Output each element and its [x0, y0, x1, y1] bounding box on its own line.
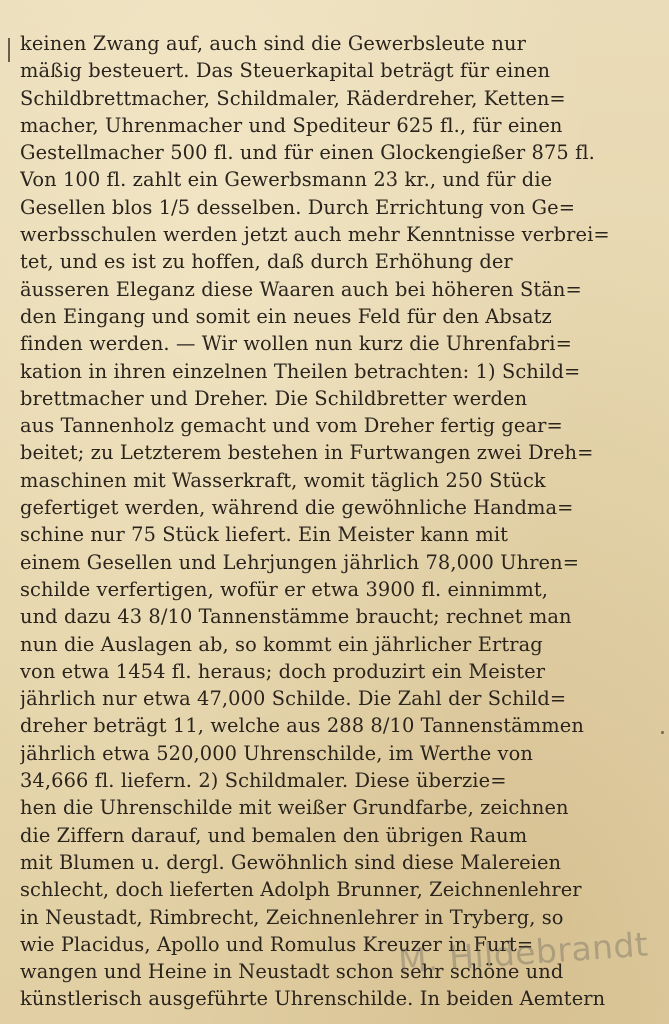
- text-line: 34,666 fl. liefern. 2) Schildmaler. Diese überzie=: [20, 769, 507, 793]
- text-line: aus Tannenholz gemacht und vom Dreher fertig gear=: [20, 414, 563, 438]
- text-line: die Ziffern darauf, und bemalen den übrigen Raum: [20, 823, 528, 847]
- text-line: werbsschulen werden jetzt auch mehr Kenntnisse verbrei=: [20, 223, 610, 247]
- text-line: keinen Zwang auf, auch sind die Gewerbsleute nur: [20, 32, 526, 55]
- text-line: gefertiget werden, während die gewöhnliche Handma=: [20, 496, 574, 520]
- text-line: beitet; zu Letzterem bestehen in Furtwangen zwei Dreh=: [20, 441, 594, 465]
- text-line: Schildbrettmacher, Schildmaler, Räderdreher, Ketten=: [20, 86, 566, 110]
- text-line: einem Gesellen und Lehrjungen jährlich 78,000 Uhren=: [20, 550, 580, 574]
- watermark: M. Hildebrandt: [397, 924, 650, 981]
- text-line: mäßig besteuert. Das Steuerkapital beträgt für einen: [20, 59, 551, 83]
- text-line: Von 100 fl. zahlt ein Gewerbsmann 23 kr., und für die: [20, 168, 553, 192]
- margin-mark: [8, 38, 10, 62]
- text-line: jährlich nur etwa 47,000 Schilde. Die Zahl der Schild=: [20, 687, 567, 711]
- body-text: [20, 30, 636, 1013]
- text-line: nun die Auslagen ab, so kommt ein jährlicher Ertrag: [20, 632, 543, 656]
- text-line: wie Placidus, Apollo und Romulus Kreuzer in Furt=: [20, 932, 534, 956]
- text-line: dreher beträgt 11, welche aus 288 8/10 Tannenstämmen: [20, 714, 584, 738]
- text-line: Gestellmacher 500 fl. und für einen Glockengießer 875 fl.: [20, 141, 595, 165]
- text-line: schilde verfertigen, wofür er etwa 3900 fl. einnimmt,: [20, 577, 549, 601]
- text-line: künstlerisch ausgeführte Uhrenschilde. In beiden Aemtern: [20, 987, 606, 1011]
- text-line: tet, und es ist zu hoffen, daß durch Erhöhung der: [20, 250, 513, 274]
- text-line: wangen und Heine in Neustadt schon sehr schöne und: [20, 960, 564, 984]
- text-line: äusseren Eleganz diese Waaren auch bei höheren Stän=: [20, 277, 582, 301]
- text-line: mit Blumen u. dergl. Gewöhnlich sind diese Malereien: [20, 850, 562, 874]
- text-line: kation in ihren einzelnen Theilen betrachten: 1) Schild=: [20, 359, 581, 383]
- text-line: Gesellen blos 1/5 desselben. Durch Errichtung von Ge=: [20, 195, 576, 219]
- text-line: den Eingang und somit ein neues Feld für den Absatz: [20, 304, 552, 328]
- text-line: macher, Uhrenmacher und Spediteur 625 fl., für einen: [20, 113, 563, 137]
- text-line: maschinen mit Wasserkraft, womit täglich 250 Stück: [20, 468, 546, 492]
- text-line: finden werden. — Wir wollen nun kurz die Uhrenfabri=: [20, 332, 572, 356]
- text-line: hen die Uhrenschilde mit weißer Grundfarbe, zeichnen: [20, 796, 569, 820]
- text-line: jährlich etwa 520,000 Uhrenschilde, im Werthe von: [20, 741, 533, 765]
- text-line: brettmacher und Dreher. Die Schildbretter werden: [20, 386, 528, 410]
- text-line: schine nur 75 Stück liefert. Ein Meister kann mit: [20, 523, 509, 547]
- text-line: schlecht, doch lieferten Adolph Brunner, Zeichnenlehrer: [20, 878, 582, 902]
- margin-dot: [661, 731, 664, 734]
- text-line: und dazu 43 8/10 Tannenstämme braucht; rechnet man: [20, 605, 572, 629]
- text-line: von etwa 1454 fl. heraus; doch produzirt ein Meister: [20, 659, 546, 683]
- text-line: in Neustadt, Rimbrecht, Zeichnenlehrer in Tryberg, so: [20, 905, 564, 929]
